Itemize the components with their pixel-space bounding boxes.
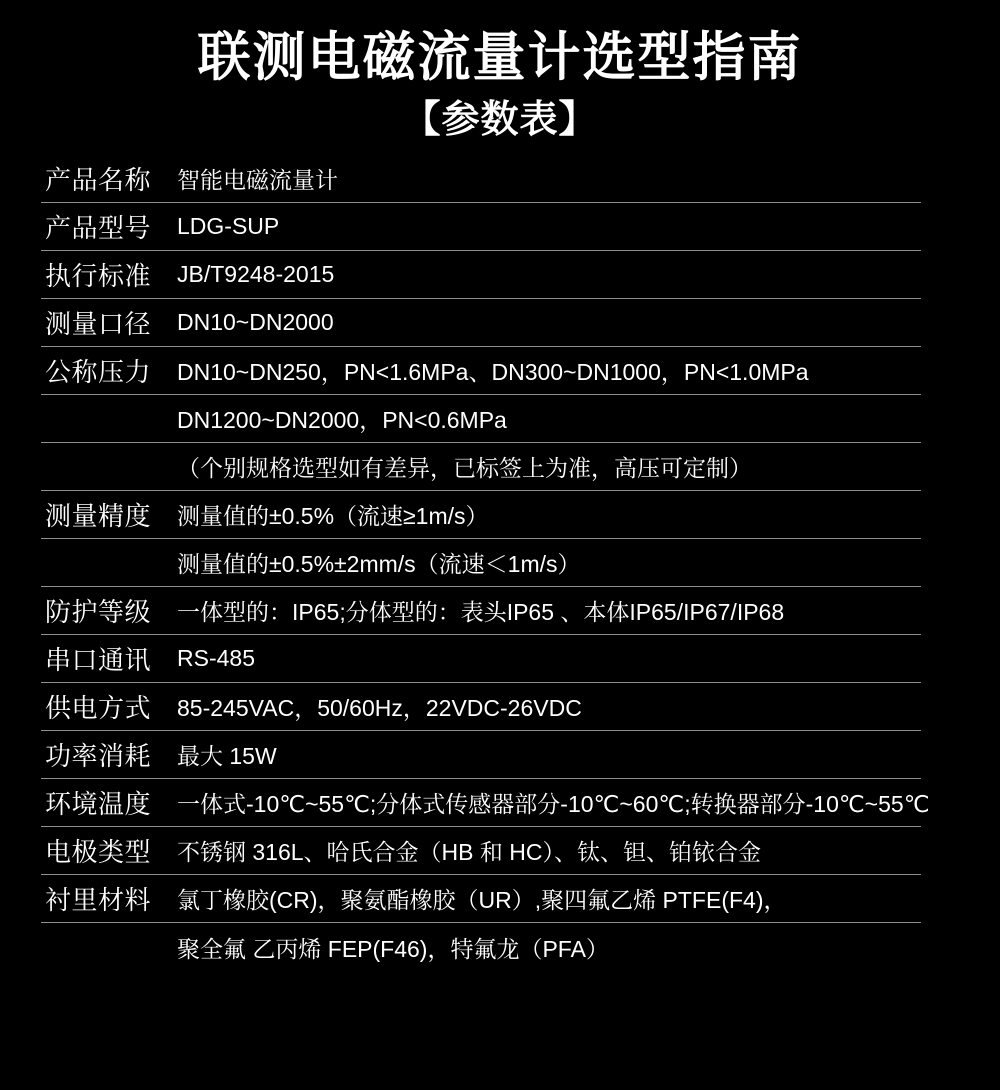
row-label: 测量精度 — [45, 501, 152, 532]
row-value: 智能电磁流量计 — [177, 167, 338, 194]
row-value: DN10~DN2000 — [177, 309, 334, 336]
row-label: 产品名称 — [45, 165, 152, 196]
row-value: 氯丁橡胶(CR)，聚氨酯橡胶（UR）,聚四氟乙烯 PTFE(F4)， — [177, 887, 787, 914]
spec-row — [41, 251, 921, 299]
spec-table — [41, 155, 930, 971]
row-label: 公称压力 — [45, 357, 152, 388]
row-value: DN10~DN250，PN<1.6MPa、DN300~DN1000，PN<1.0MPa — [177, 359, 809, 386]
row-value: DN1200~DN2000，PN<0.6MPa — [177, 407, 507, 434]
row-label: 供电方式 — [45, 693, 152, 724]
spec-row — [41, 539, 921, 587]
spec-row — [41, 731, 921, 779]
page-title: 联测电磁流量计选型指南 — [197, 28, 803, 87]
row-value: 聚全氟 乙丙烯 FEP(F46)，特氟龙（PFA） — [177, 935, 609, 962]
spec-row — [41, 587, 921, 635]
row-value: 不锈钢 316L、哈氏合金（HB 和 HC）、钛、钽、铂铱合金 — [177, 839, 762, 866]
row-label: 测量口径 — [45, 309, 152, 340]
row-value: JB/T9248-2015 — [177, 261, 335, 288]
row-label: 防护等级 — [45, 597, 152, 628]
row-value: 85-245VAC，50/60Hz，22VDC-26VDC — [177, 695, 582, 722]
row-value: 一体式-10℃~55℃;分体式传感器部分-10℃~60℃;转换器部分-10℃~55℃ — [177, 791, 930, 818]
spec-row — [41, 395, 921, 443]
spec-row — [41, 491, 921, 539]
spec-row — [41, 443, 921, 491]
spec-row — [41, 635, 921, 683]
spec-row — [41, 347, 921, 395]
row-label: 电极类型 — [45, 837, 152, 868]
spec-row — [41, 299, 921, 347]
row-label: 执行标准 — [45, 261, 152, 292]
spec-row — [41, 203, 921, 251]
row-value: 最大 15W — [177, 743, 277, 770]
spec-row — [41, 779, 930, 827]
spec-row — [41, 683, 921, 731]
spec-row — [41, 827, 921, 875]
row-label: 环境温度 — [45, 789, 152, 820]
row-label: 衬里材料 — [45, 885, 152, 916]
row-value: 一体型的：IP65;分体型的：表头IP65 、本体IP65/IP67/IP68 — [177, 599, 785, 626]
row-value: LDG-SUP — [177, 213, 280, 240]
row-value: （个别规格选型如有差异，已标签上为准，高压可定制） — [177, 455, 752, 482]
row-label: 产品型号 — [45, 213, 152, 244]
spec-row — [41, 875, 921, 923]
spec-row — [41, 155, 921, 203]
spec-row — [41, 923, 921, 971]
row-label: 功率消耗 — [45, 741, 152, 772]
row-label: 串口通讯 — [45, 645, 152, 676]
page-subtitle: 【参数表】 — [402, 98, 598, 141]
row-value: 测量值的±0.5%（流速≥1m/s） — [177, 503, 489, 530]
row-value: 测量值的±0.5%±2mm/s（流速＜1m/s） — [177, 551, 581, 578]
row-value: RS-485 — [177, 645, 255, 672]
